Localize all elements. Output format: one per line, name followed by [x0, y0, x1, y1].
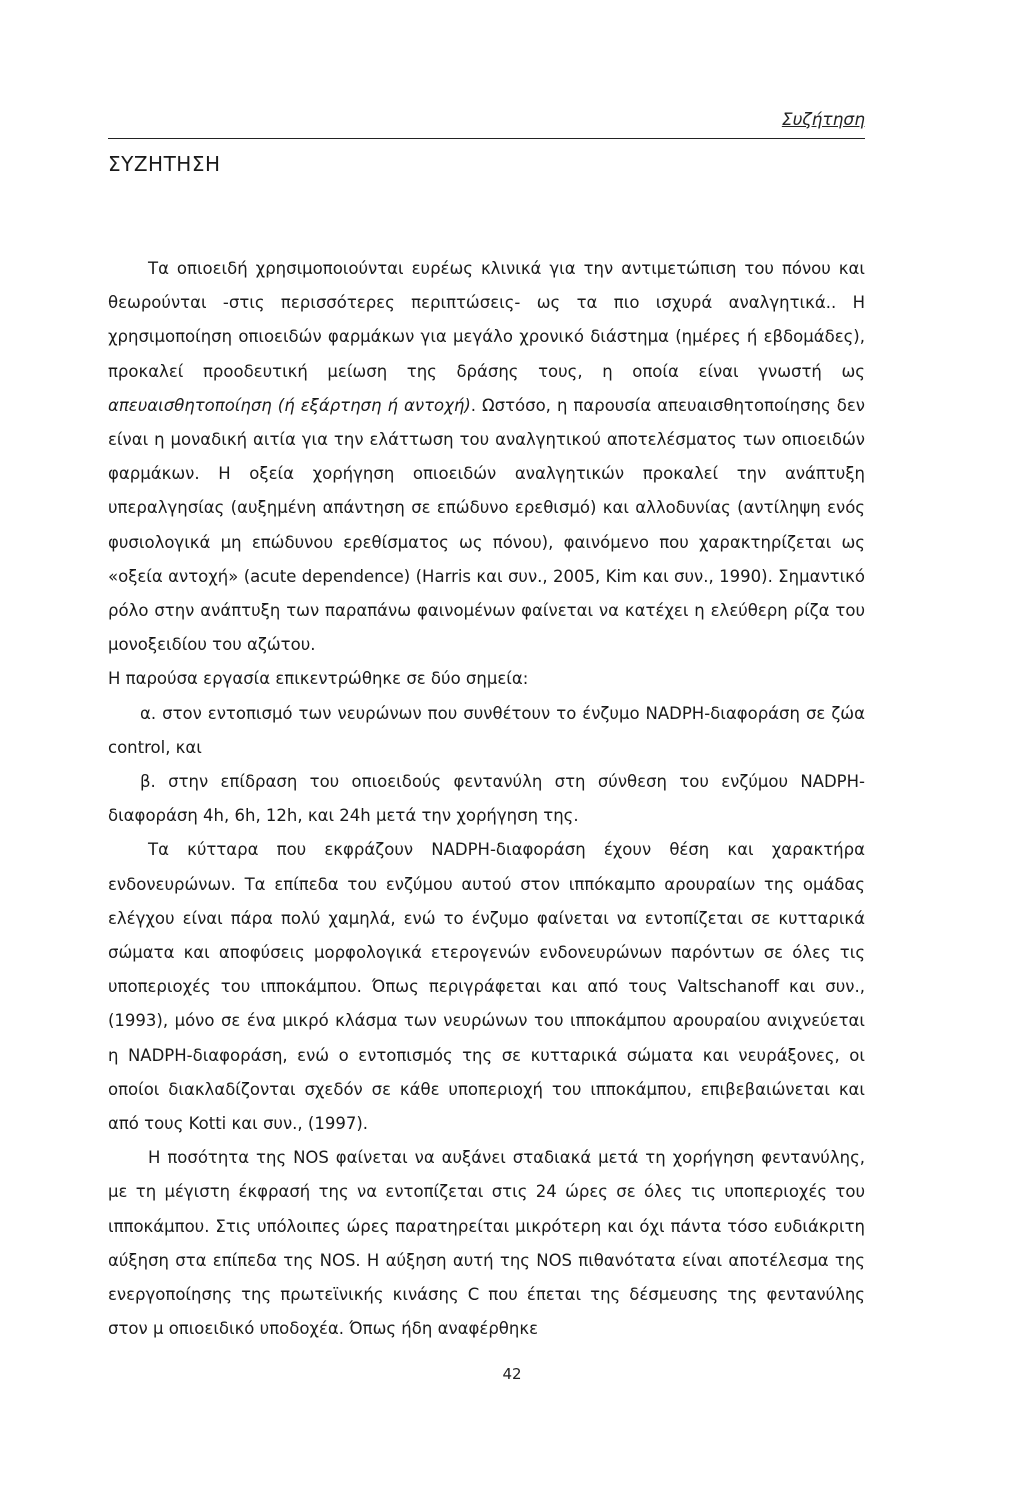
- list-item-a: α. στον εντοπισμό των νευρώνων που συνθέτουν το ένζυμο NADPH-διαφοράση σε ζώα control, και: [108, 703, 865, 757]
- paragraph-1-text-a: Τα οπιοειδή χρησιμοποιούνται ευρέως κλινικά για την αντιμετώπιση του πόνου και θεωρούνται -στις περισσότερες περιπτώσεις- ως τα πιο ισχυρά αναλγητικά.. Η χρησιμοποίηση οπιοειδών φαρμάκων για μεγάλο χρονικό διάστημα (ημέρες ή εβδομάδες), προκαλεί προοδευτική μείωση της δράσης τους, η οποία είναι γνωστή ως: [108, 259, 865, 381]
- page-number: 42: [502, 1365, 522, 1383]
- paragraph-1-text-b: . Ωστόσο, η παρουσία απευαισθητοποίησης δεν είναι η μοναδική αιτία για την ελάττωση του αναλγητικού αποτελέσματος των οπιοειδών φαρμάκων. Η οξεία χορήγηση οπιοειδών αναλγητικών προκαλεί την ανάπτυξη υπεραλγησίας (αυξημένη απάντηση σε επώδυνο ερεθισμό) και αλλοδυνίας (αντίληψη ενός φυσιολογικά μη επώδυνου ερεθίσματος ως πόνου), φαινόμενο που χαρακτηρίζεται ως «οξεία αντοχή» (acute dependence) (Harris και συν., 2005, Kim και συν., 1990). Σημαντικό ρόλο στην ανάπτυξη των παραπάνω φαινομένων φαίνεται να κατέχει η ελεύθερη ρίζα του μονοξειδίου του αζώτου.: [108, 395, 865, 655]
- paragraph-1: [108, 252, 865, 662]
- header-rule: [108, 138, 865, 139]
- section-title: ΣΥΖΗΤΗΣΗ: [108, 152, 221, 176]
- running-head: Συζήτηση: [781, 110, 865, 130]
- paragraph-4: Η ποσότητα της NOS φαίνεται να αυξάνει σταδιακά μετά τη χορήγηση φεντανύλης, με τη μέγιστη έκφρασή της να εντοπίζεται στις 24 ώρες σε όλες τις υποπεριοχές του ιπποκάμπου. Στις υπόλοιπες ώρες παρατηρείται μικρότερη και όχι πάντα τόσο ευδιάκριτη αύξηση στα επίπεδα της NOS. Η αύξηση αυτή της NOS πιθανότατα είναι αποτέλεσμα της ενεργοποίησης της πρωτεϊνικής κινάσης C που έπεται της δέσμευσης της φεντανύλης στον μ οπιοειδικό υποδοχέα. Όπως ήδη αναφέρθηκε: [108, 1148, 865, 1339]
- paragraph-3: Τα κύτταρα που εκφράζουν NADPH-διαφοράση έχουν θέση και χαρακτήρα ενδονευρώνων. Τα επίπεδα του ενζύμου αυτού στον ιππόκαμπο αρουραίων της ομάδας ελέγχου είναι πάρα πολύ χαμηλά, ενώ το ένζυμο φαίνεται να εντοπίζεται σε κυτταρικά σώματα και αποφύσεις μορφολογικά ετερογενών ενδονευρώνων παρόντων σε όλες τις υποπεριοχές του ιπποκάμπου. Όπως περιγράφεται και από τους Valtschanoff και συν., (1993), μόνο σε ένα μικρό κλάσμα των νευρώνων του ιπποκάμπου αρουραίου ανιχνεύεται η NADPH-διαφοράση, ενώ ο εντοπισμός της σε κυτταρικά σώματα και νευράξονες, οι οποίοι διακλαδίζονται σχεδόν σε κάθε υποπεριοχή του ιπποκάμπου, επιβεβαιώνεται και από τους Kotti και συν., (1997).: [108, 840, 865, 1134]
- paragraph-1-emphasis: απευαισθητοποίηση (ή εξάρτηση ή αντοχή): [108, 395, 471, 415]
- body-text: [108, 252, 865, 1347]
- list-item-b: β. στην επίδραση του οπιοειδούς φεντανύλη στη σύνθεση του ενζύμου NADPH-διαφοράση 4h, 6h, 12h, και 24h μετά την χορήγηση της.: [108, 772, 865, 826]
- paragraph-2: Η παρούσα εργασία επικεντρώθηκε σε δύο σημεία:: [108, 669, 529, 689]
